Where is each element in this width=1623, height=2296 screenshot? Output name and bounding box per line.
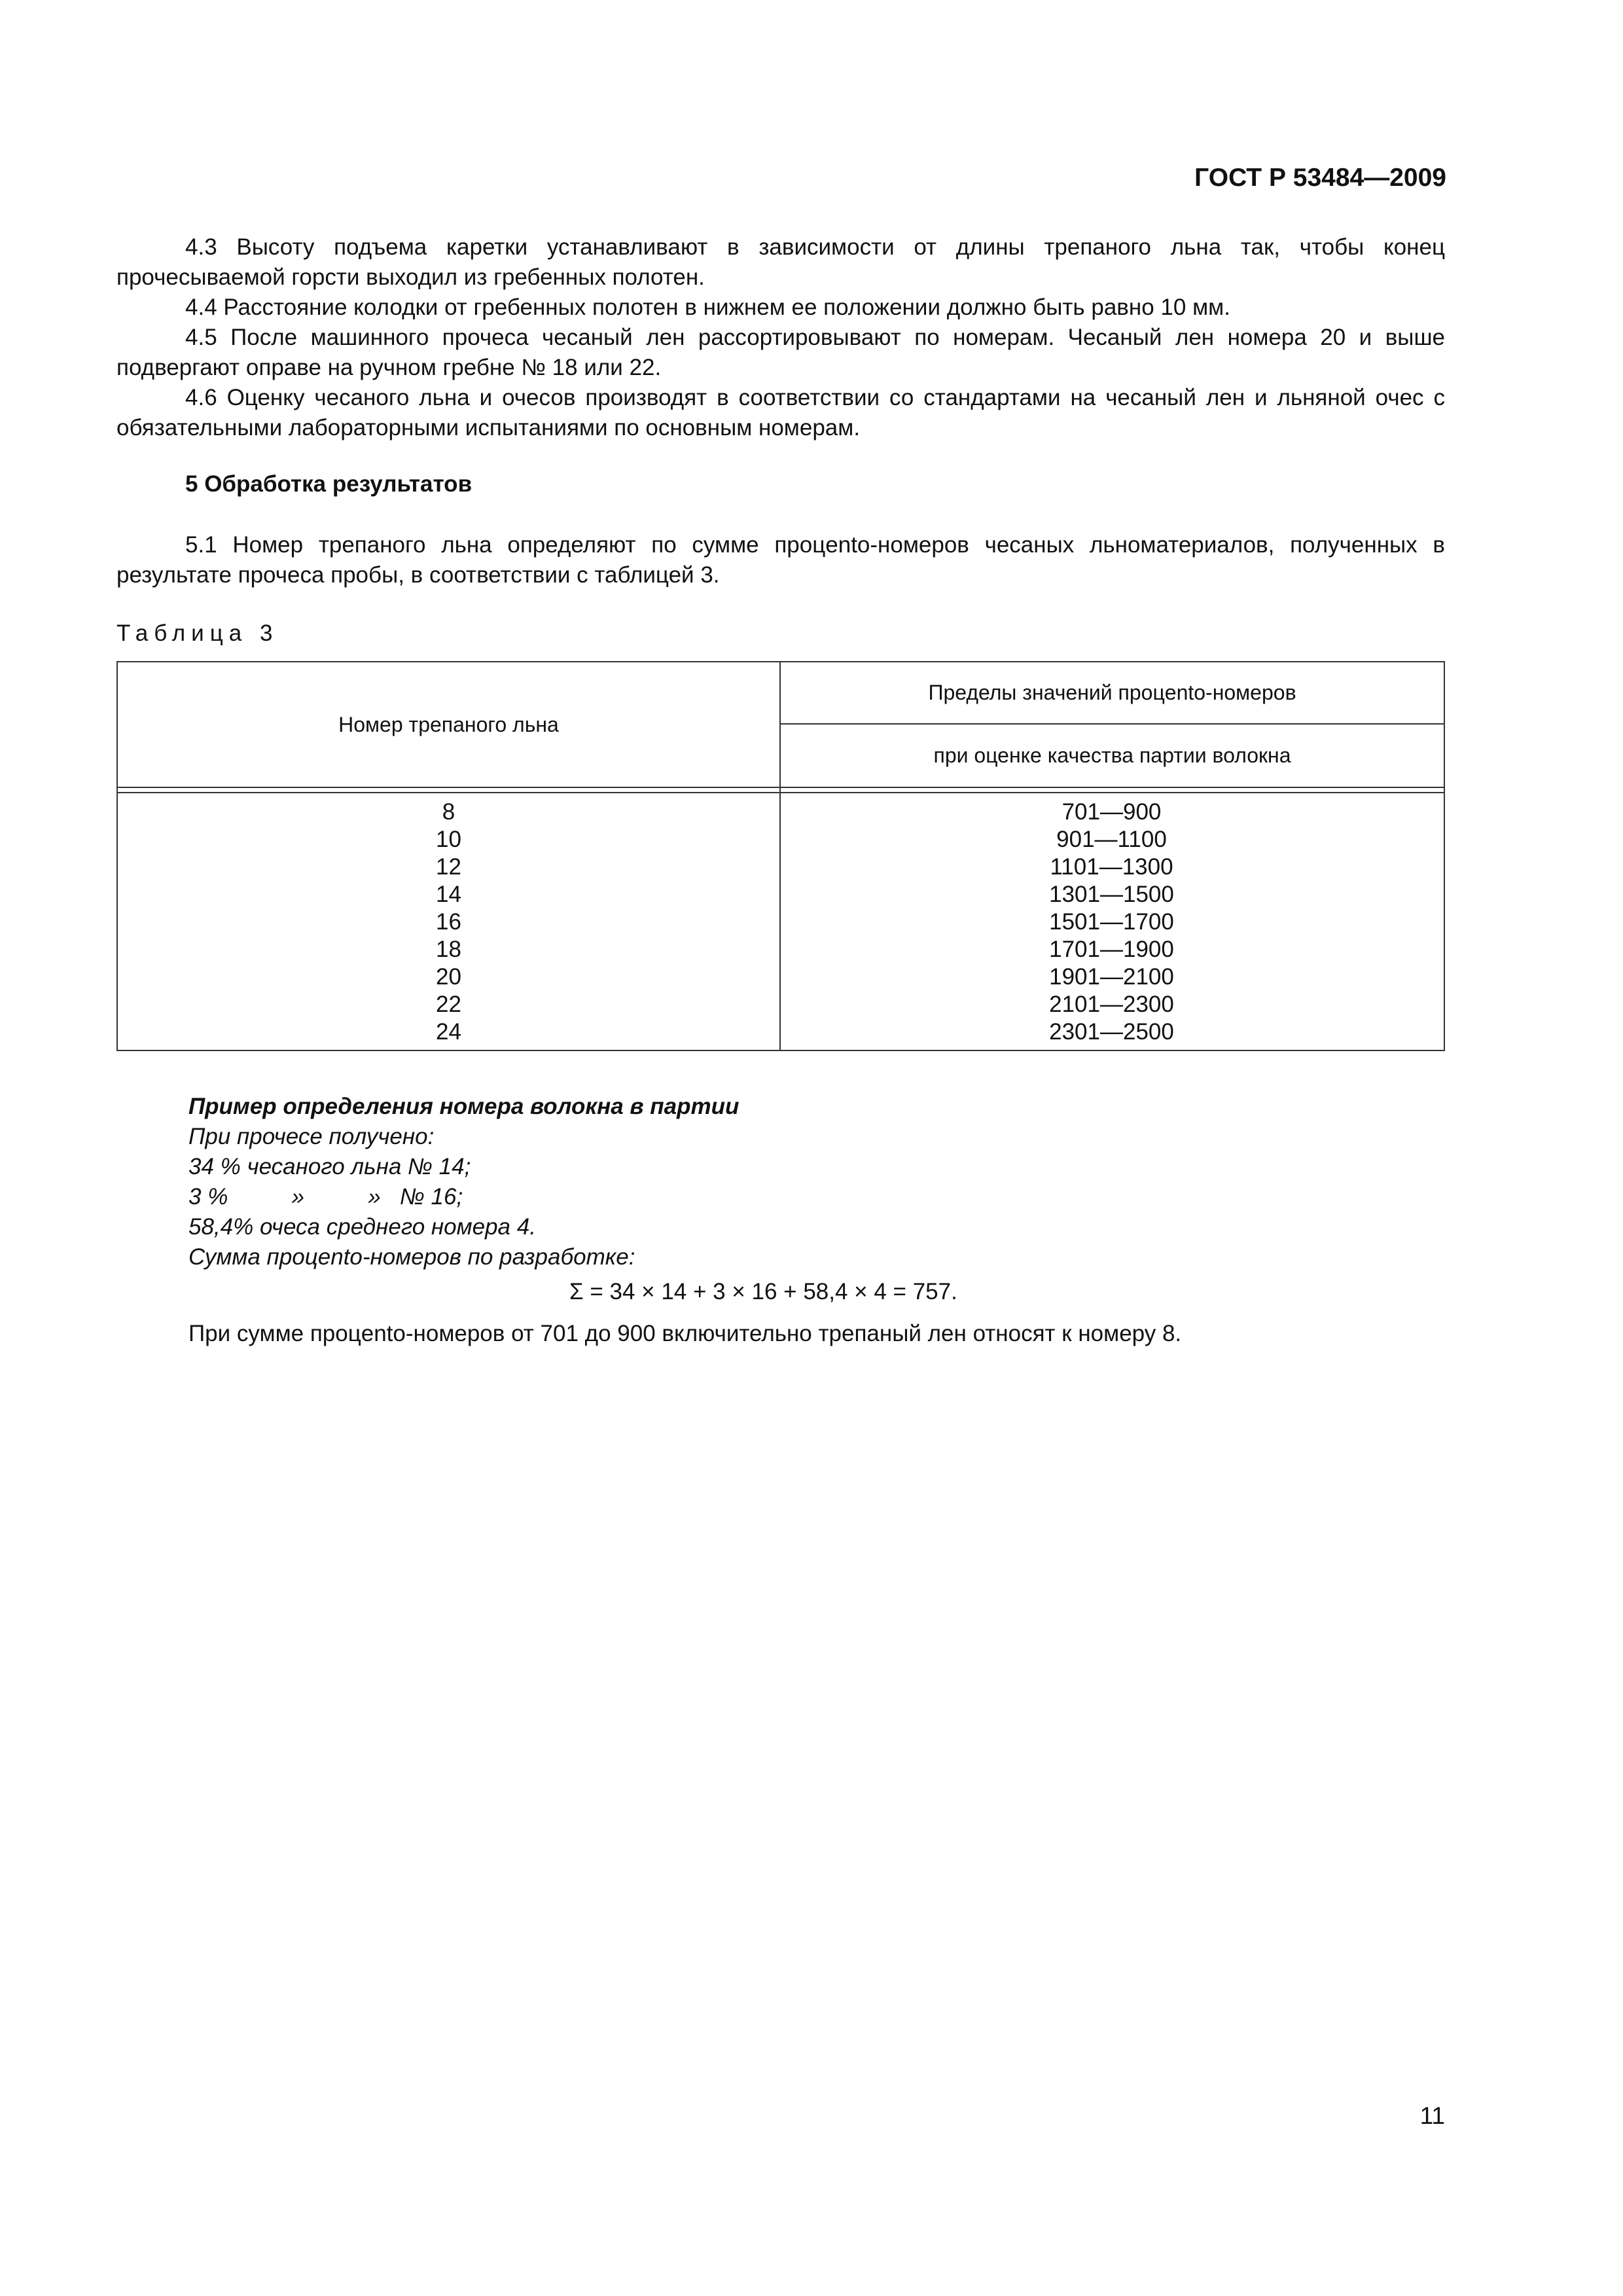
example-line: 34 % чесаного льна № 14; [188, 1154, 471, 1179]
cell-range: 1101—1300 [1050, 854, 1173, 880]
cell-number: 12 [436, 854, 461, 880]
table-divider [118, 792, 1444, 793]
table-row [118, 881, 1444, 908]
example-line: Сумма процento-номеров по разработке: [188, 1244, 635, 1270]
cell-range: 701—900 [1061, 799, 1162, 825]
cell-range: 1501—1700 [1049, 909, 1174, 935]
sum-formula: Σ = 34 × 14 + 3 × 16 + 58,4 × 4 = 757. [569, 1279, 957, 1304]
table-row [118, 798, 1444, 826]
section-title: 5 Обработка результатов [185, 471, 473, 497]
table-divider [118, 787, 1444, 788]
table-caption: Таблица 3 [116, 620, 279, 646]
table-row [118, 991, 1444, 1018]
cell-number: 14 [436, 882, 461, 907]
cell-range: 2301—2500 [1049, 1019, 1174, 1045]
document-id: ГОСТ Р 53484—2009 [1194, 164, 1446, 192]
column-header-number: Номер трепаного льна [338, 712, 559, 736]
paragraph-4-6: 4.6 Оценку чесаного льна и очесов производят в соответствии со стандартами на чесаный лен и льняной очес с обязательными лабораторными испытаниями по основным номерам. [116, 385, 1445, 440]
table-row [118, 826, 1444, 853]
table-row [118, 1018, 1444, 1046]
cell-number: 8 [442, 799, 455, 825]
table-row [118, 963, 1444, 991]
table-body [118, 798, 1444, 1046]
cell-range: 901—1100 [1056, 827, 1167, 852]
table-3 [116, 661, 1445, 1051]
column-header-range: Пределы значений процento-номеров [928, 681, 1296, 704]
cell-range: 1901—2100 [1049, 964, 1174, 990]
example-line: При прочесе получено: [188, 1124, 435, 1149]
paragraph-4-4: 4.4 Расстояние колодки от гребенных полотен в нижнем ее положении должно быть равно 10 мм. [185, 295, 1230, 320]
cell-number: 20 [436, 964, 461, 990]
paragraph-4-3: 4.3 Высоту подъема каретки устанавливают в зависимости от длины трепаного льна так, чтобы конец прочесываемой горсти выходил из гребенных полотен. [116, 234, 1445, 290]
table-row [118, 853, 1444, 881]
example-line: 3 % » » № 16; [188, 1184, 463, 1210]
example-block [188, 1092, 739, 1272]
cell-number: 16 [436, 909, 461, 935]
example-conclusion: При сумме процento-номеров от 701 до 900 включительно трепаный лен относят к номеру 8. [188, 1321, 1182, 1346]
paragraph-5-1: 5.1 Номер трепаного льна определяют по сумме процento-номеров чесаных льноматериалов, полученных в результате прочеса пробы, в соответствии с таблицей 3. [116, 532, 1445, 588]
cell-number: 22 [436, 992, 461, 1017]
column-subheader-range: при оценке качества партии волокна [933, 744, 1291, 767]
paragraph-4-5: 4.5 После машинного прочеса чесаный лен рассортировывают по номерам. Чесаный лен номера 20 и выше подвергают оправе на ручном гребне № 18 или 22. [116, 325, 1445, 380]
cell-range: 2101—2300 [1049, 992, 1174, 1017]
cell-number: 18 [436, 937, 461, 962]
cell-number: 24 [436, 1019, 461, 1045]
cell-number: 10 [436, 827, 461, 852]
example-line: 58,4% очеса среднего номера 4. [188, 1214, 536, 1240]
table-row [118, 908, 1444, 936]
table-row [118, 936, 1444, 963]
example-title: Пример определения номера волокна в партии [188, 1094, 740, 1119]
cell-range: 1301—1500 [1049, 882, 1174, 907]
page-number: 11 [1419, 2102, 1445, 2129]
cell-range: 1701—1900 [1049, 937, 1174, 962]
